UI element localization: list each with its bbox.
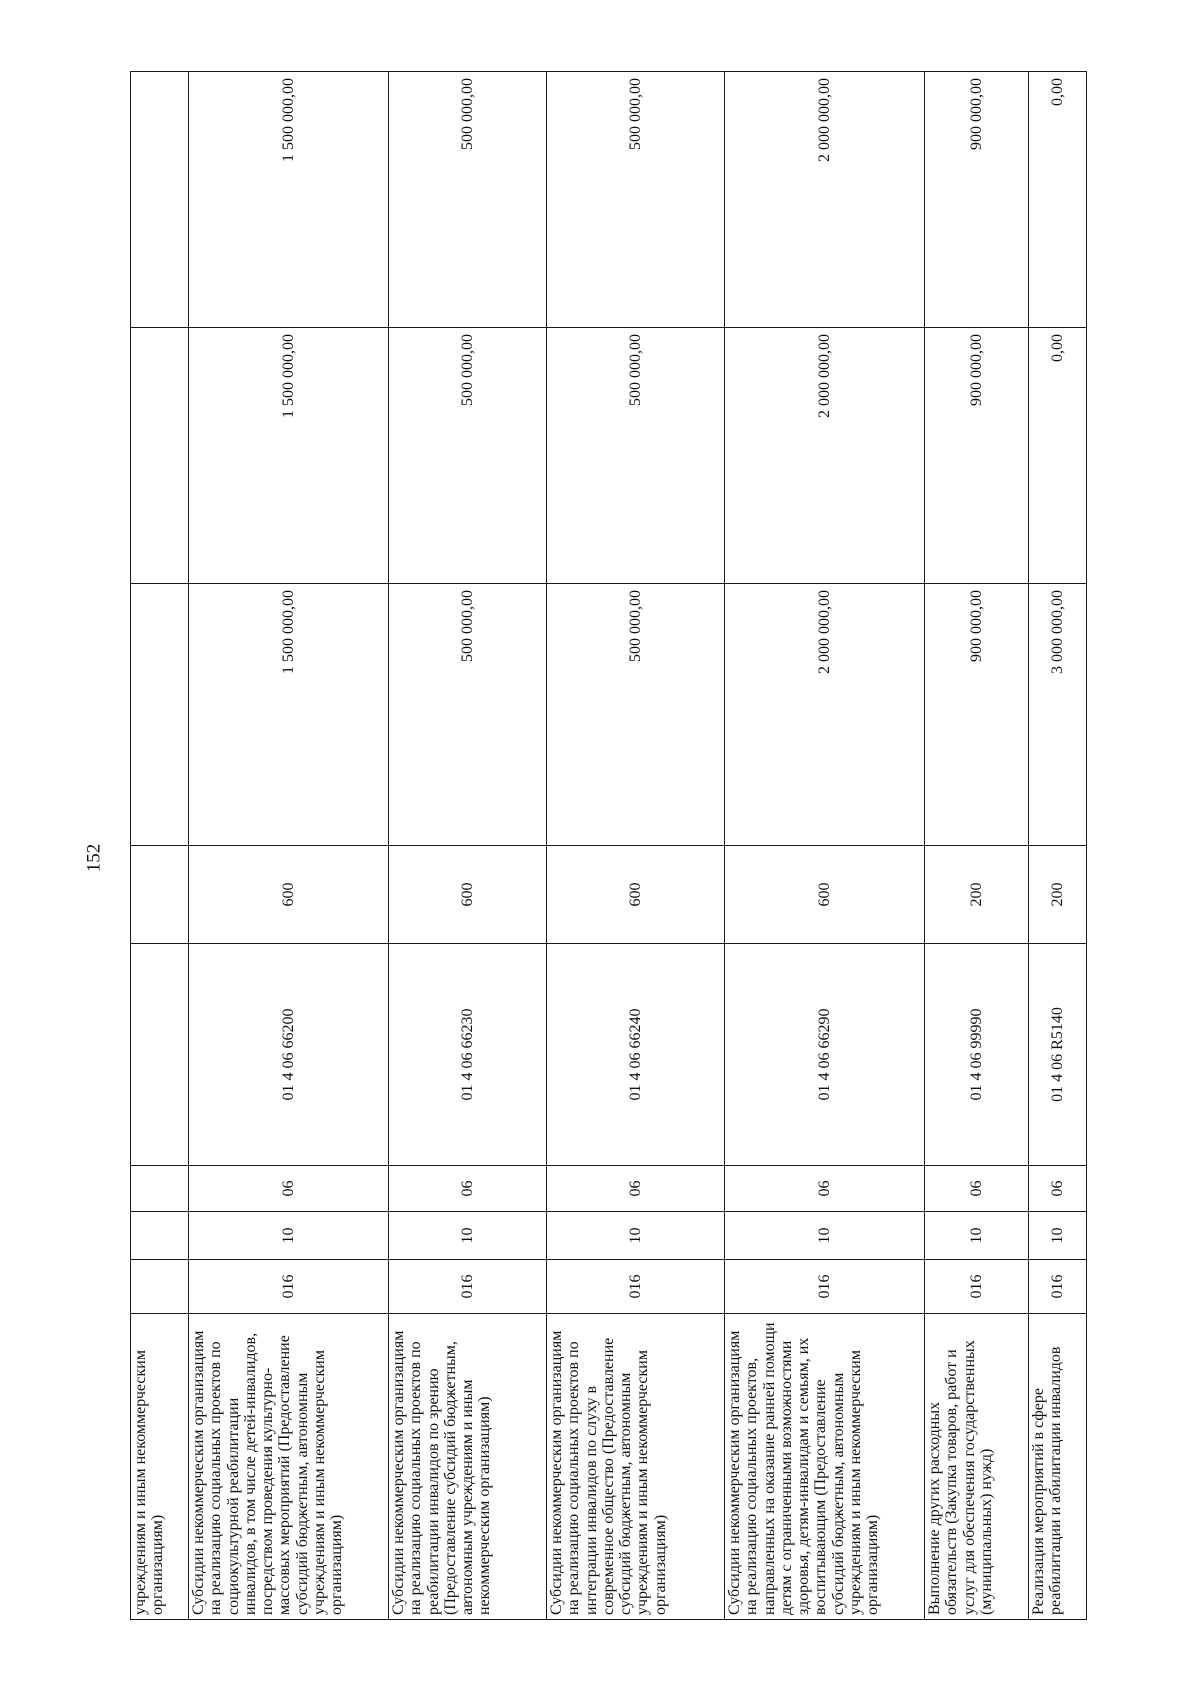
row-name: Субсидии некоммерческим организациям на реализацию социальных проектов, направленных на оказание ранней помощи детям с ограниченными возможностями здоровья, детям-инвалидам и семьям, их воспитывающим (Предоставление субсидий бюджетным, автономным учреждениям и иным некоммерческим организациям) <box>725 1314 925 1620</box>
row-expense-type: 600 <box>189 846 389 944</box>
row-target: 01 4 06 66200 <box>189 944 389 1166</box>
row-sum-3: 900 000,00 <box>925 72 1029 328</box>
row-target: 01 4 06 66240 <box>547 944 725 1166</box>
row-sum-1: 500 000,00 <box>547 584 725 846</box>
row-name: учреждениям и иным некоммерческим организациям) <box>131 1314 189 1620</box>
row-code: 016 <box>547 1260 725 1314</box>
table-row <box>389 72 547 1620</box>
row-sum-3: 0,00 <box>1029 72 1087 328</box>
page-number-text: 152 <box>83 843 104 873</box>
row-target: 01 4 06 66230 <box>389 944 547 1166</box>
budget-table-container <box>130 72 1098 1620</box>
row-code: 016 <box>389 1260 547 1314</box>
row-sum-1 <box>131 584 189 846</box>
row-subsection: 06 <box>925 1166 1029 1212</box>
row-expense-type: 200 <box>1029 846 1087 944</box>
row-section: 10 <box>725 1212 925 1260</box>
row-expense-type: 600 <box>725 846 925 944</box>
row-expense-type <box>131 846 189 944</box>
row-section: 10 <box>389 1212 547 1260</box>
row-sum-2: 500 000,00 <box>389 328 547 584</box>
row-target: 01 4 06 66290 <box>725 944 925 1166</box>
row-expense-type: 600 <box>547 846 725 944</box>
row-sum-2 <box>131 328 189 584</box>
row-sum-3: 2 000 000,00 <box>725 72 925 328</box>
row-sum-3: 500 000,00 <box>389 72 547 328</box>
row-subsection: 06 <box>189 1166 389 1212</box>
row-name: Субсидии некоммерческим организациям на реализацию социальных проектов по интеграции инвалидов по слуху в современное общество (Предоставление субсидий бюджетным, автономным учреждениям и иным некоммерческим организациям) <box>547 1314 725 1620</box>
page-number <box>74 838 114 878</box>
row-subsection: 06 <box>389 1166 547 1212</box>
row-sum-3: 500 000,00 <box>547 72 725 328</box>
row-sum-3: 1 500 000,00 <box>189 72 389 328</box>
row-section: 10 <box>1029 1212 1087 1260</box>
row-sum-1: 2 000 000,00 <box>725 584 925 846</box>
row-sum-1: 3 000 000,00 <box>1029 584 1087 846</box>
row-subsection <box>131 1166 189 1212</box>
row-subsection: 06 <box>725 1166 925 1212</box>
table-row <box>925 72 1029 1620</box>
row-target <box>131 944 189 1166</box>
table-row <box>547 72 725 1620</box>
row-section: 10 <box>189 1212 389 1260</box>
row-section: 10 <box>547 1212 725 1260</box>
row-code: 016 <box>725 1260 925 1314</box>
row-sum-2: 1 500 000,00 <box>189 328 389 584</box>
row-code: 016 <box>925 1260 1029 1314</box>
row-section <box>131 1212 189 1260</box>
row-name: Реализация мероприятий в сфере реабилитации и абилитации инвалидов <box>1029 1314 1087 1620</box>
row-expense-type: 200 <box>925 846 1029 944</box>
row-code: 016 <box>1029 1260 1087 1314</box>
row-section: 10 <box>925 1212 1029 1260</box>
row-sum-1: 900 000,00 <box>925 584 1029 846</box>
row-sum-1: 500 000,00 <box>389 584 547 846</box>
budget-table <box>130 71 1087 1620</box>
row-name: Выполнение других расходных обязательств (Закупка товаров, работ и услуг для обеспечения государственных (муниципальных) нужд) <box>925 1314 1029 1620</box>
row-sum-3 <box>131 72 189 328</box>
row-subsection: 06 <box>1029 1166 1087 1212</box>
row-sum-2: 900 000,00 <box>925 328 1029 584</box>
row-sum-2: 500 000,00 <box>547 328 725 584</box>
row-sum-2: 0,00 <box>1029 328 1087 584</box>
row-sum-1: 1 500 000,00 <box>189 584 389 846</box>
row-target: 01 4 06 99990 <box>925 944 1029 1166</box>
row-expense-type: 600 <box>389 846 547 944</box>
row-sum-2: 2 000 000,00 <box>725 328 925 584</box>
table-row <box>189 72 389 1620</box>
table-row <box>1029 72 1087 1620</box>
row-name: Субсидии некоммерческим организациям на реализацию социальных проектов по реабилитации инвалидов по зрению (Предоставление субсидий бюджетным, автономным учреждениям и иным некоммерческим организациям) <box>389 1314 547 1620</box>
row-subsection: 06 <box>547 1166 725 1212</box>
row-code <box>131 1260 189 1314</box>
row-code: 016 <box>189 1260 389 1314</box>
row-target: 01 4 06 R5140 <box>1029 944 1087 1166</box>
table-row <box>725 72 925 1620</box>
row-name: Субсидии некоммерческим организациям на реализацию социальных проектов по социокультурной реабилитации инвалидов, в том числе детей-инвалидов, посредством проведения культурно-массовых мероприятий (Предоставление субсидий бюджетным, автономным учреждениям и иным некоммерческим организациям) <box>189 1314 389 1620</box>
table-row <box>131 72 189 1620</box>
